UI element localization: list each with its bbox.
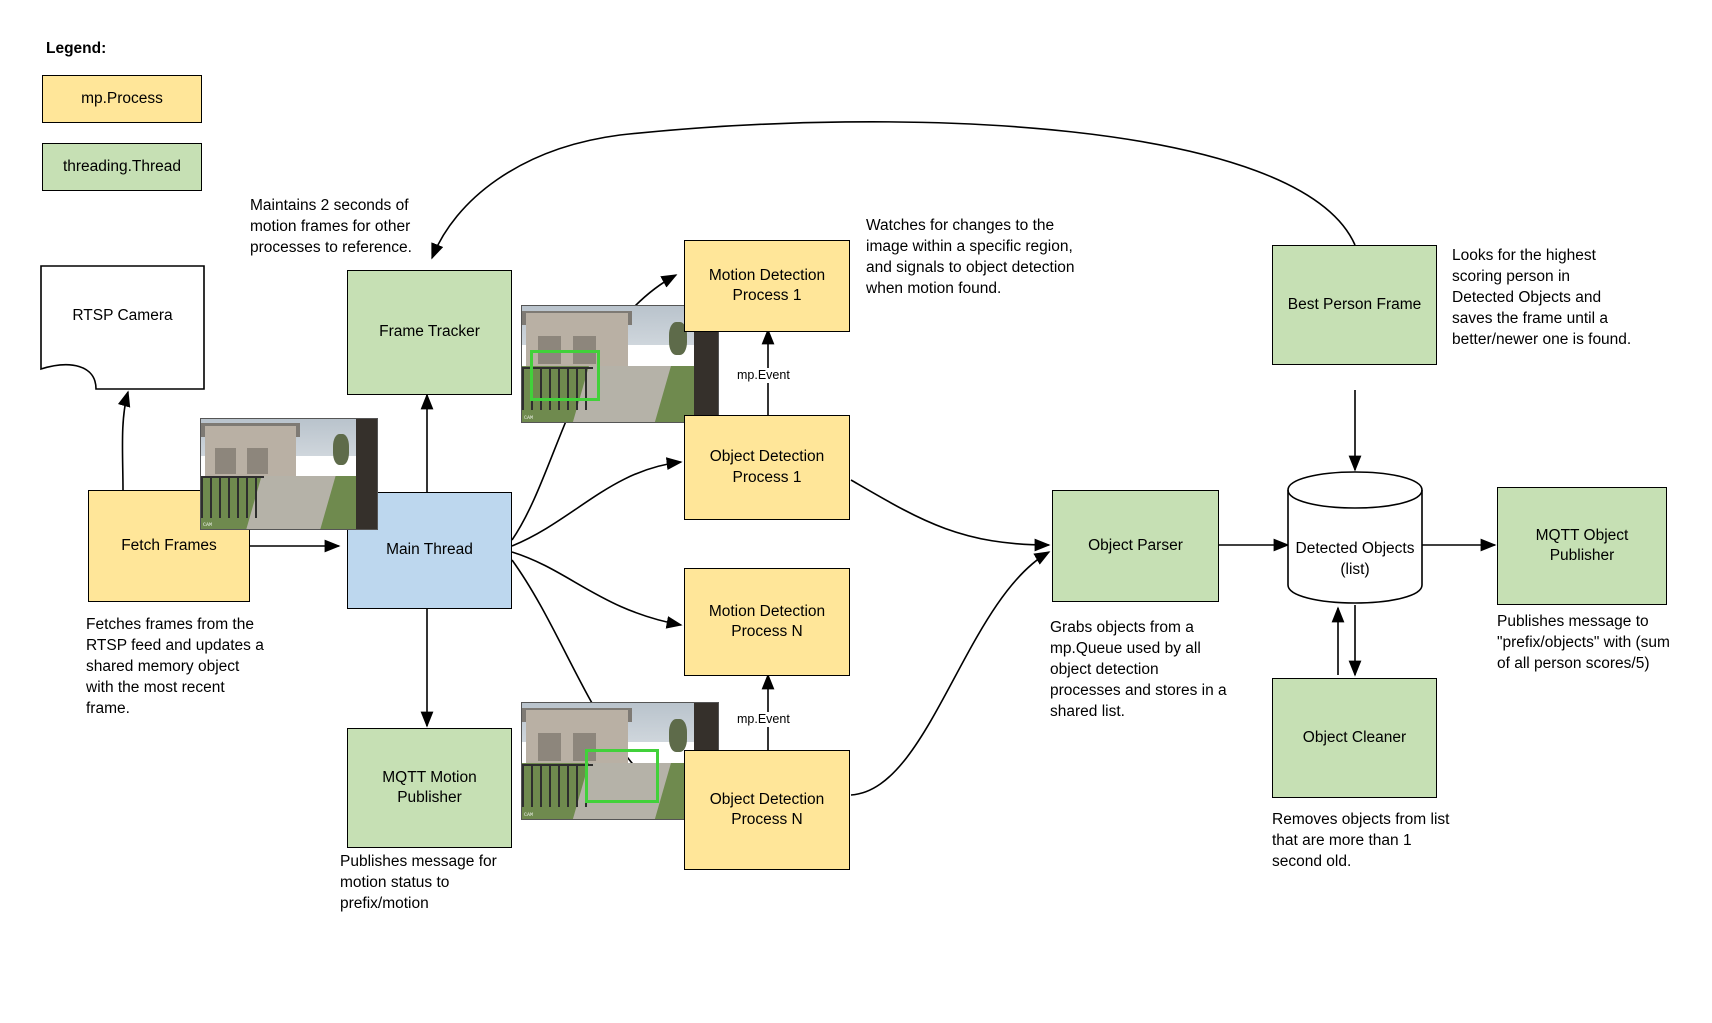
edge-object1-to-parser xyxy=(851,480,1049,545)
note-object-cleaner: Removes objects from list that are more than 1 second old. xyxy=(1272,811,1450,870)
node-mqtt-motion-publisher-label: MQTT Motion Publisher xyxy=(382,768,477,806)
camera-frame-thumbnail-region-n: CAM xyxy=(521,702,719,820)
note-mqtt-motion-publisher: Publishes message for motion status to prefix/motion xyxy=(340,853,497,912)
node-motion-detection-n-label: Motion Detection Process N xyxy=(708,602,826,640)
node-object-detection-1 xyxy=(684,415,850,520)
note-frame-tracker: Maintains 2 seconds of motion frames for other processes to reference. xyxy=(250,197,412,256)
camera-frame-thumbnail-region-1: CAM xyxy=(521,305,719,423)
note-fetch-frames: Fetches frames from the RTSP feed and updates a shared memory object with the most recent frame. xyxy=(86,616,264,717)
edge-fetch-to-camera xyxy=(122,392,128,490)
node-object-cleaner-label: Object Cleaner xyxy=(1302,728,1407,746)
legend-title: Legend: xyxy=(46,40,107,57)
node-object-parser xyxy=(1052,490,1219,602)
node-motion-detection-1 xyxy=(684,240,850,332)
node-rtsp-camera xyxy=(40,265,205,390)
note-object-parser: Grabs objects from a mp.Queue used by all object detection processes and stores in a shared list. xyxy=(1050,619,1227,720)
edge-objectN-to-parser xyxy=(851,552,1049,795)
node-object-detection-1-label: Object Detection Process 1 xyxy=(709,448,825,486)
edge-label-mp-event-1: mp.Event xyxy=(737,368,790,382)
node-mqtt-object-publisher-label: MQTT Object Publisher xyxy=(1535,526,1629,564)
legend-item-thread xyxy=(42,143,202,191)
note-motion-detection: Watches for changes to the image within a specific region, and signals to object detection when motion found. xyxy=(866,217,1075,297)
node-fetch-frames-label: Fetch Frames xyxy=(121,536,217,554)
node-best-person-frame xyxy=(1272,245,1437,365)
edge-label-mp-event-n: mp.Event xyxy=(737,712,790,726)
node-object-detection-n-label: Object Detection Process N xyxy=(709,790,825,828)
note-mqtt-object-publisher: Publishes message to "prefix/objects" with (sum of all person scores/5) xyxy=(1497,613,1670,672)
node-best-person-frame-label: Best Person Frame xyxy=(1287,295,1422,313)
legend-item-process-label: mp.Process xyxy=(81,89,163,107)
node-motion-detection-1-label: Motion Detection Process 1 xyxy=(708,266,826,304)
note-best-person-frame: Looks for the highest scoring person in Detected Objects and saves the frame until a better/newer one is found. xyxy=(1452,247,1632,348)
node-frame-tracker xyxy=(347,270,512,395)
edge-main-to-motionN xyxy=(512,552,681,625)
camera-shape xyxy=(40,265,205,390)
camera-frame-thumbnail-main: CAM xyxy=(200,418,378,530)
node-object-detection-n xyxy=(684,750,850,870)
node-motion-detection-n xyxy=(684,568,850,676)
node-detected-objects xyxy=(1286,470,1424,605)
node-main-thread-label: Main Thread xyxy=(386,541,473,559)
legend-item-process xyxy=(42,75,202,123)
edge-main-to-object1 xyxy=(512,462,681,546)
node-mqtt-motion-publisher xyxy=(347,728,512,848)
node-frame-tracker-label: Frame Tracker xyxy=(379,323,480,341)
node-mqtt-object-publisher xyxy=(1497,487,1667,605)
legend-item-thread-label: threading.Thread xyxy=(62,157,182,175)
node-object-parser-label: Object Parser xyxy=(1088,536,1183,554)
node-rtsp-camera-label: RTSP Camera xyxy=(72,307,173,324)
node-detected-objects-label: Detected Objects (list) xyxy=(1295,540,1415,578)
node-object-cleaner xyxy=(1272,678,1437,798)
